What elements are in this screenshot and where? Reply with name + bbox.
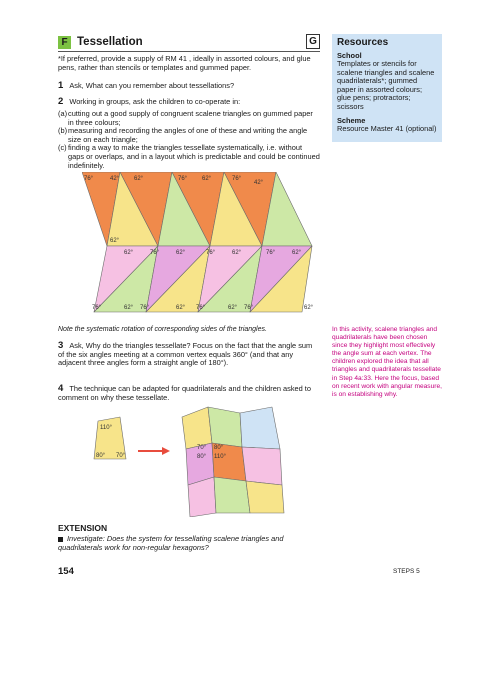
step-2-list	[58, 110, 320, 170]
angle-label: 70°	[197, 445, 207, 451]
angle-label: 62°	[134, 176, 144, 182]
angle-label: 62°	[292, 250, 302, 256]
angle-label: 76°	[266, 250, 276, 256]
list-item-label: (b)	[58, 126, 68, 136]
section-badge: F	[58, 36, 71, 49]
angle-label: 76°	[84, 176, 94, 182]
angle-label: 70°	[116, 453, 126, 459]
red-arrow	[138, 447, 170, 455]
step-2	[58, 98, 320, 107]
list-item	[58, 144, 320, 170]
angle-label: 76°	[92, 305, 102, 311]
intro-note: *If preferred, provide a supply of RM 41 , ideally in assorted colours, and glue pens, rather than stencils or templates and gummed paper.	[58, 54, 311, 72]
step-1-number: 1	[58, 80, 64, 91]
step-4-text: The technique can be adapted for quadrilaterals and the children asked to comment on why these tessellate.	[58, 384, 311, 402]
angle-label: 110°	[100, 425, 112, 431]
angle-label: 62°	[232, 250, 242, 256]
page-number: 154	[58, 566, 74, 577]
angle-label: 42°	[254, 180, 264, 186]
angle-label: 62°	[124, 305, 134, 311]
step-3	[58, 342, 320, 368]
quadrilateral-tile	[208, 407, 242, 447]
angle-label: 62°	[202, 176, 212, 182]
angle-label: 42°	[110, 176, 120, 182]
extension-heading: EXTENSION	[58, 523, 108, 533]
list-item-text: cutting out a good supply of congruent scalene triangles on gummed paper in three colours;	[68, 109, 313, 127]
bullet-icon	[58, 537, 63, 542]
section-header	[58, 33, 320, 51]
page-title: Tessellation	[77, 36, 143, 48]
step-3-text: Ask, Why do the triangles tessellate? Focus on the fact that the angle sum of the six angles meeting at a common vertex equals 360° (and that any adjacent three angles form a straight angle of 180°).	[58, 341, 313, 368]
triangle-tessellation	[82, 172, 326, 320]
quadrilateral-tile	[246, 481, 284, 513]
header-rule	[58, 51, 320, 52]
list-item-text: measuring and recording the angles of one of these and writing the angle size on each triangle;	[68, 126, 308, 144]
angle-label: 62°	[124, 250, 134, 256]
angle-label: 62°	[176, 250, 186, 256]
angle-label: 76°	[196, 305, 206, 311]
step-1	[58, 82, 320, 91]
angle-label: 110°	[214, 454, 226, 460]
angle-label: 76°	[206, 250, 216, 256]
angle-label: 62°	[304, 305, 314, 311]
step-4	[58, 385, 320, 402]
step-2-text: Working in groups, ask the children to co-operate in:	[69, 97, 241, 106]
resources-box	[332, 34, 442, 142]
quadrilateral-figure	[90, 405, 320, 517]
figure-caption: Note the systematic rotation of corresponding sides of the triangles.	[58, 326, 267, 333]
corner-letter-box: G	[306, 34, 320, 49]
teacher-note: In this activity, scalene triangles and quadrilaterals have been chosen since they highlight most effectively the angle sum at each vertex. The children explored the idea that all triangles and quadrilaterals tessellate in Step 4a:33. Here the focus, based on recent work with angular measure, is on establishing why.	[332, 326, 442, 398]
list-item-label: (a)	[58, 109, 68, 118]
school-text: Templates or stencils for scalene triangles and scalene quadrilaterals*; gummed paper in assorted colours; glue pens; protractors; scissors	[337, 59, 435, 111]
extension-text	[58, 535, 328, 552]
resources-title: Resources	[337, 37, 389, 48]
angle-label: 76°	[140, 305, 150, 311]
angle-label: 76°	[232, 176, 242, 182]
quadrilateral-tile	[242, 447, 282, 485]
angle-label: 80°	[197, 454, 207, 460]
quadrilateral-tile	[182, 407, 212, 449]
extension-question: Investigate: Does the system for tessellating scalene triangles and quadrilaterals work for non-regular hexagons?	[58, 534, 284, 552]
angle-label: 62°	[176, 305, 186, 311]
angle-label: 76°	[244, 305, 254, 311]
list-item	[58, 127, 320, 144]
scheme-text: Resource Master 41 (optional)	[337, 123, 437, 133]
quadrilateral-tile	[214, 477, 250, 513]
angle-label: 76°	[150, 250, 160, 256]
step-4-number: 4	[58, 383, 64, 394]
angle-label: 62°	[228, 305, 238, 311]
step-3-number: 3	[58, 340, 64, 351]
series-label: STEPS 5	[393, 568, 420, 575]
scheme-heading: Scheme	[337, 115, 366, 125]
list-item	[58, 110, 320, 127]
list-item-label: (c)	[58, 143, 67, 153]
quadrilateral-tile	[240, 407, 280, 449]
angle-label: 80°	[214, 445, 224, 451]
school-heading: School	[337, 51, 362, 60]
step-1-text: Ask, What can you remember about tessellations?	[69, 81, 235, 90]
angle-label: 80°	[96, 453, 106, 459]
angle-label: 76°	[178, 176, 188, 182]
list-item-text: finding a way to make the triangles tessellate systematically, i.e. without gaps or overlaps, and in a layout which is predictable and could be continued indefinitely.	[68, 143, 320, 170]
angle-label: 62°	[110, 238, 120, 244]
step-2-number: 2	[58, 96, 64, 107]
